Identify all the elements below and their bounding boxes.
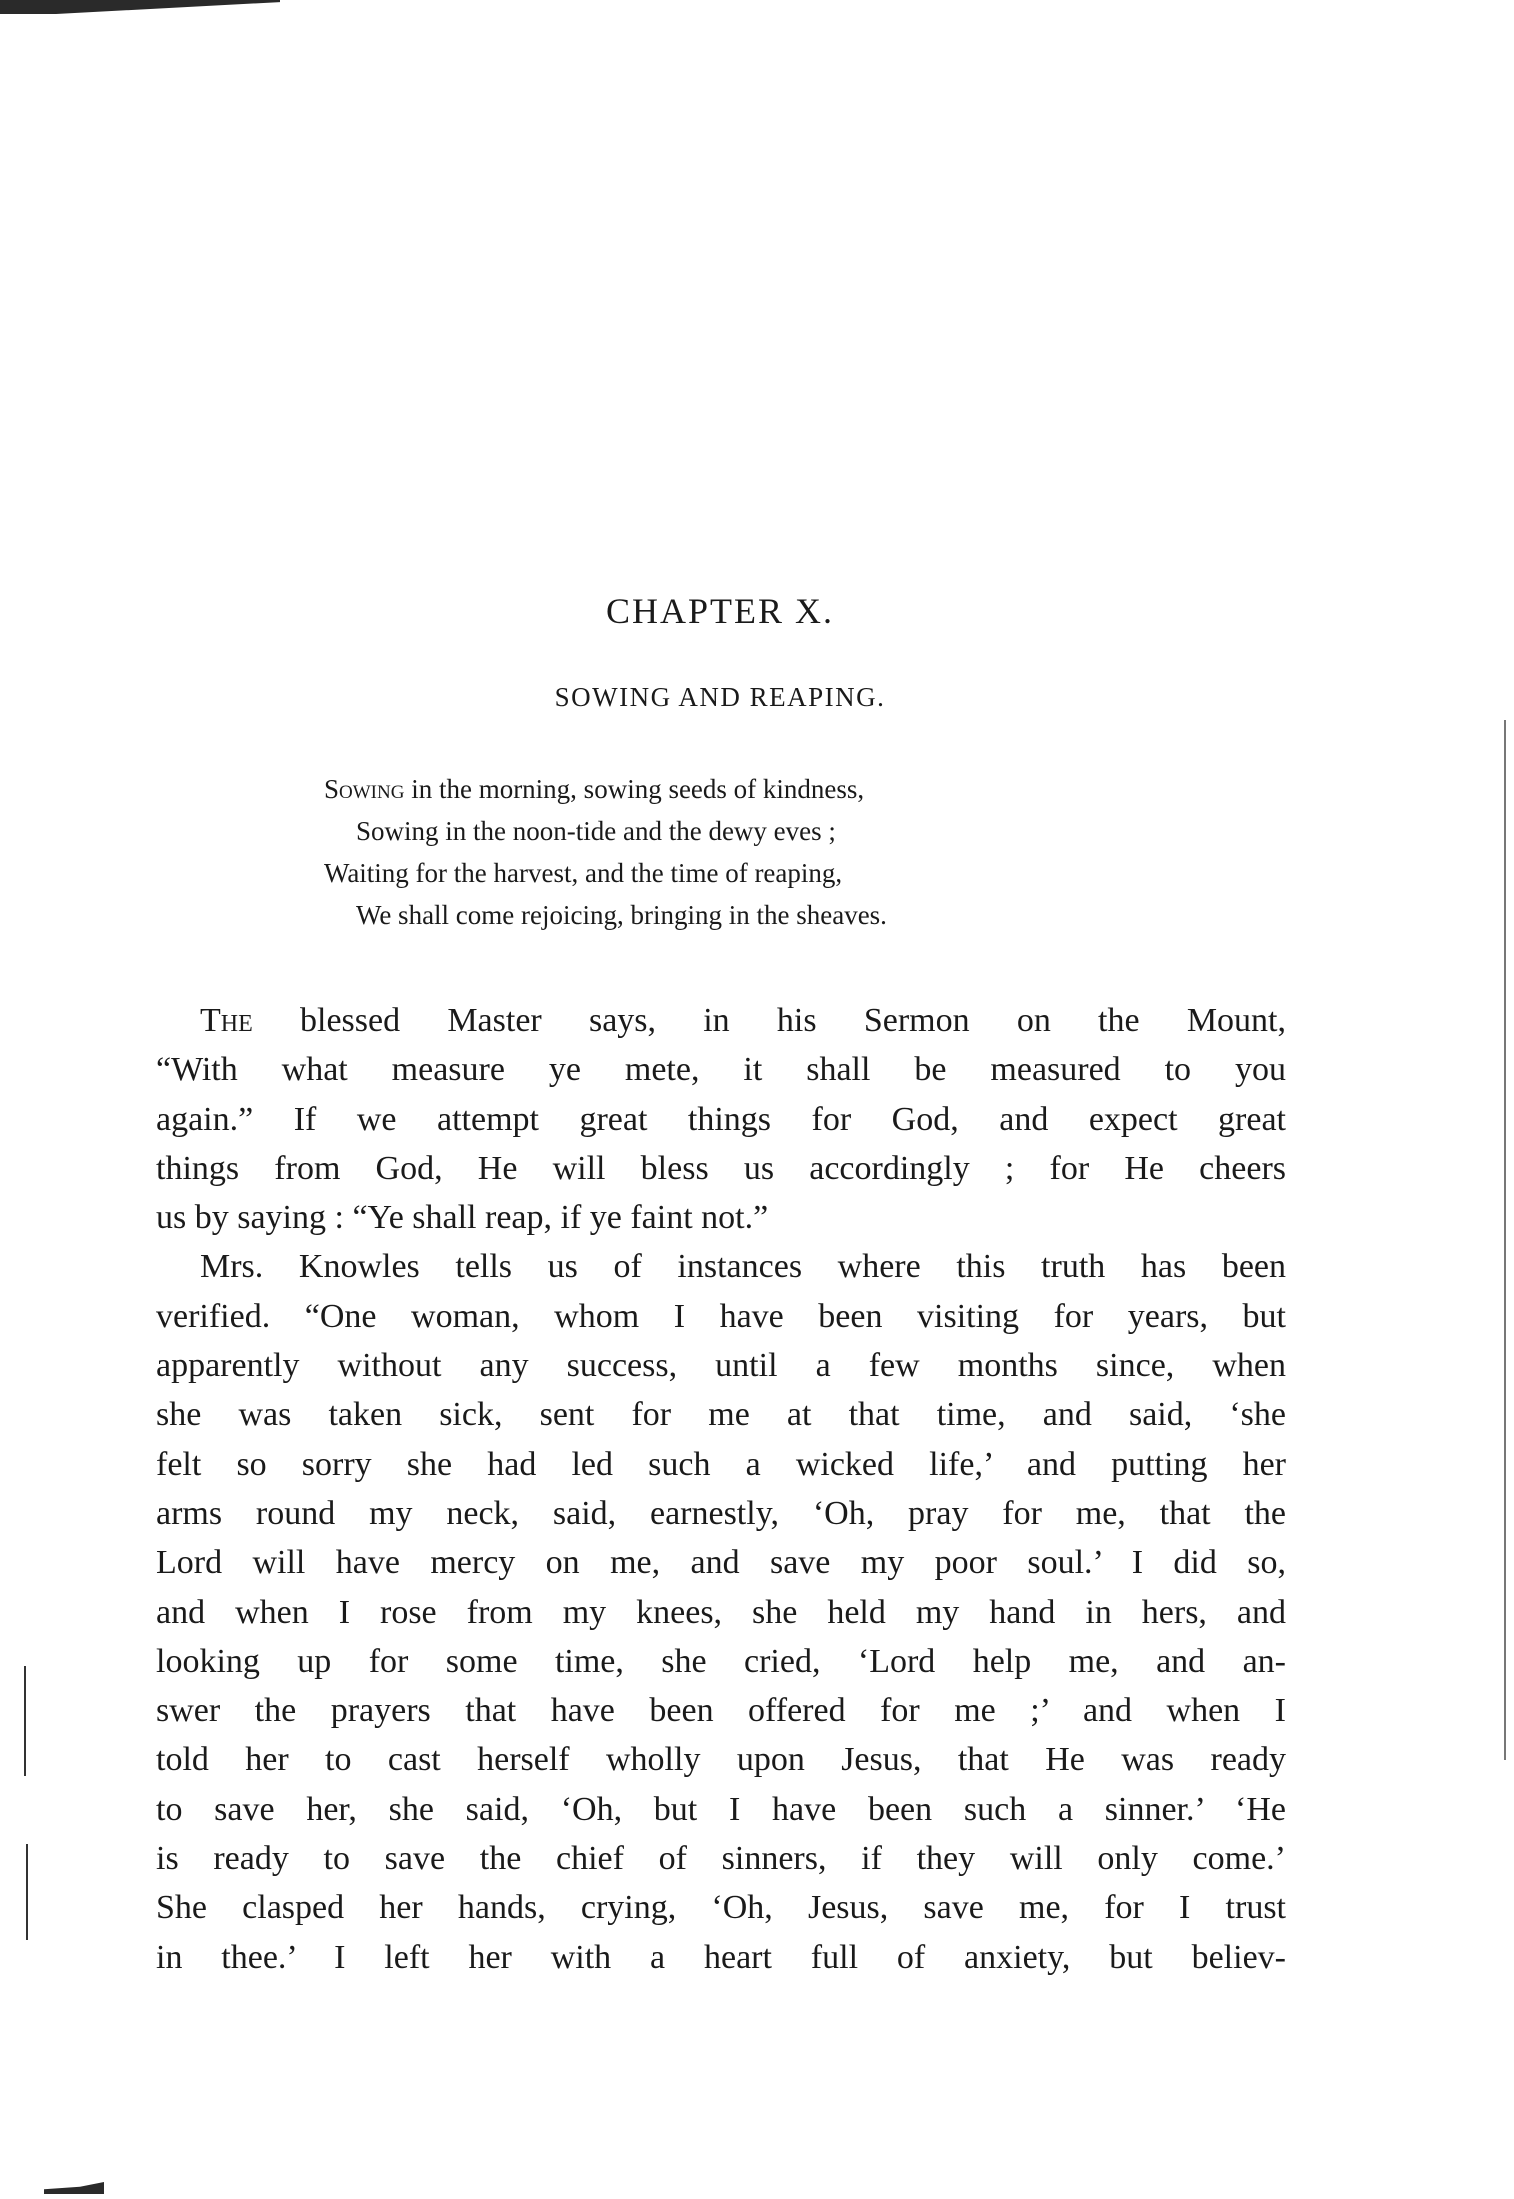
body-line: verified. “One woman, whom I have been visiting for years, but [156, 1297, 1286, 1335]
scan-artifact-left-mark-1 [24, 1666, 26, 1776]
verse-line-text: Sowing in the noon-tide and the dewy eves ; [356, 816, 836, 846]
body-line: Lord will have mercy on me, and save my poor soul.’ I did so, [156, 1544, 1286, 1582]
verse-line [324, 768, 1124, 810]
body-line: again.” If we attempt great things for God, and expect great [156, 1100, 1286, 1138]
verse-lead-word: Sowing [324, 774, 405, 804]
body-line: and when I rose from my knees, she held my hand in hers, and [156, 1593, 1286, 1631]
body-line: arms round my neck, said, earnestly, ‘Oh, pray for me, that the [156, 1494, 1286, 1532]
verse-line-text: Waiting for the harvest, and the time of reaping, [324, 858, 843, 888]
body-line: apparently without any success, until a few months since, when [156, 1347, 1286, 1385]
body-line: to save her, she said, ‘Oh, but I have been such a sinner.’ ‘He [156, 1790, 1286, 1828]
verse-line-text: We shall come rejoicing, bringing in the sheaves. [356, 900, 887, 930]
body-line: told her to cast herself wholly upon Jesus, that He was ready [156, 1741, 1286, 1779]
body-text [156, 996, 1286, 1982]
body-line: is ready to save the chief of sinners, if they will only come.’ [156, 1840, 1286, 1878]
body-line: Mrs. Knowles tells us of instances where this truth has been [200, 1248, 1286, 1286]
body-line: in thee.’ I left her with a heart full of anxiety, but believ- [156, 1938, 1286, 1976]
body-line: us by saying : “Ye shall reap, if ye faint not.” [156, 1199, 769, 1237]
verse-line [324, 894, 1124, 936]
body-line [156, 996, 1286, 1045]
scan-artifact-left-mark-2 [26, 1844, 28, 1940]
body-line: looking up for some time, she cried, ‘Lord help me, and an- [156, 1642, 1286, 1680]
body-line: She clasped her hands, crying, ‘Oh, Jesus, save me, for I trust [156, 1889, 1286, 1927]
verse-line [324, 810, 1124, 852]
scan-artifact-right-edge [1504, 720, 1506, 1760]
body-line: she was taken sick, sent for me at that time, and said, ‘she [156, 1396, 1286, 1434]
chapter-title: CHAPTER X. [605, 591, 835, 631]
body-line: “With what measure ye mete, it shall be measured to you [156, 1051, 1286, 1089]
chapter-subtitle: SOWING AND REAPING. [554, 682, 886, 712]
verse-line-text: in the morning, sowing seeds of kindness, [404, 774, 865, 804]
scan-artifact-top-left [0, 0, 280, 14]
body-line: swer the prayers that have been offered for me ;’ and when I [156, 1692, 1286, 1730]
paragraph-lead-word: The [200, 1002, 253, 1039]
epigraph-verse [324, 768, 1124, 936]
body-line-text: blessed Master says, in his Sermon on the Mount, [252, 1002, 1286, 1039]
body-line: things from God, He will bless us accordingly ; for He cheers [156, 1149, 1286, 1187]
body-line: felt so sorry she had led such a wicked life,’ and putting her [156, 1445, 1286, 1483]
scan-artifact-bottom-left [44, 2182, 104, 2194]
verse-line [324, 852, 1124, 894]
